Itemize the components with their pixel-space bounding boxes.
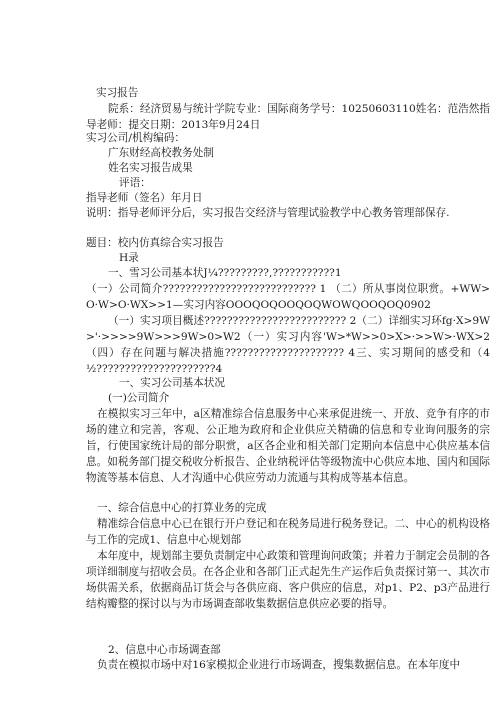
paragraph-2: 精准综合信息中心已在银行开户登记和在税务局进行税务登记。二、中心的机构设格与工作的完成1、信息中心规划部 (86, 518, 490, 546)
report-topic: 题目：校内仿真综合实习报告 (86, 237, 224, 249)
toc-item-3: （一）实习项目概述????????????????????????? 2（二）详细实习环fg·X>9W>'·>>>>9W>>>9W>0>W2（一）实习内容'W>*W>>0>X>·>>W>·WX>2（四）存在问题与解决措施????????????????????? 4三、实习期间的感受和（4½?????????????????????4 (86, 315, 490, 375)
issuer-line: 广东财经高校教务处制 (108, 147, 214, 159)
signature-line: 指导老师（签名）年月日 (86, 192, 203, 204)
toc-item-1: 一、雪习公司基本状J¼?????????,???????????1 (108, 267, 342, 279)
section-2-heading: 2、信息中心市场调查部 (108, 644, 221, 656)
paragraph-4: 负责在模拟市场中对16家模拟企业进行市场调查，搜集数据信息。在本年度中 (97, 659, 461, 671)
paragraph-1: 在模拟实习三年中，a区精准综合信息服务中心来承促进统一、开放、竞争有序的市场的建立和完善，客观、公正地为政府和企业供应关精确的信息和专业询问服务的宗旨，行使国家统计局的部分职赏，a区各企业和相关部门定期向本信息中心供应基本信息。如税务部门提交税收分析报告、企业纳税评估等级物流中心供应本地、国内和国际物流等基本信息、人才沟通中心供应劳动力流通与其构成等基本信息。 (86, 408, 490, 484)
section-1-1-heading: (一)公司简介 (108, 392, 170, 404)
comment-label: 评语： (119, 177, 151, 189)
note-paragraph: 说明：指导老师评分后，实习报告交经济与管理试验教学中心教务管理部保存. (86, 207, 450, 219)
section-1-heading: 一、实习公司基本状况 (119, 377, 225, 389)
company-code-label: 实习公司/机构编码： (86, 132, 185, 144)
toc-heading: H录 (119, 252, 139, 264)
doc-title: 实习报告 (96, 87, 139, 99)
paragraph-3: 本年度中，规划部主要负责制定中心政策和管理询问政策；并着力于制定会员制的各项详细制度与招收会员。在各企业和各部门正式起先生产运作后负责探讨第一、其次市场供需关系，依据商品订货会与各供应商、客户供应的信息，对p1、P2、p3产品进行结构瓣整的探讨以与为市场调查部收集数据信息供应必要的指导。 (86, 550, 490, 610)
report-result-line: 姓名实习报告成果 (108, 162, 193, 174)
section-1-2-heading: 一、综合信息中心的打算业务的完成 (97, 502, 267, 514)
student-info-line: 院系：经济贸易与统计学院专业：国际商务学号：10250603110姓名：范浩然指导老师：提交日期：2013年9月24日 (86, 103, 490, 131)
toc-item-2: （一）公司简介??????????????????????????? 1 （二）所从事岗位职赏。+WW>O·W>O·WX>>1—实习内容OOOQOQOOQOQWOWQOOQOQ0902 (86, 283, 490, 311)
